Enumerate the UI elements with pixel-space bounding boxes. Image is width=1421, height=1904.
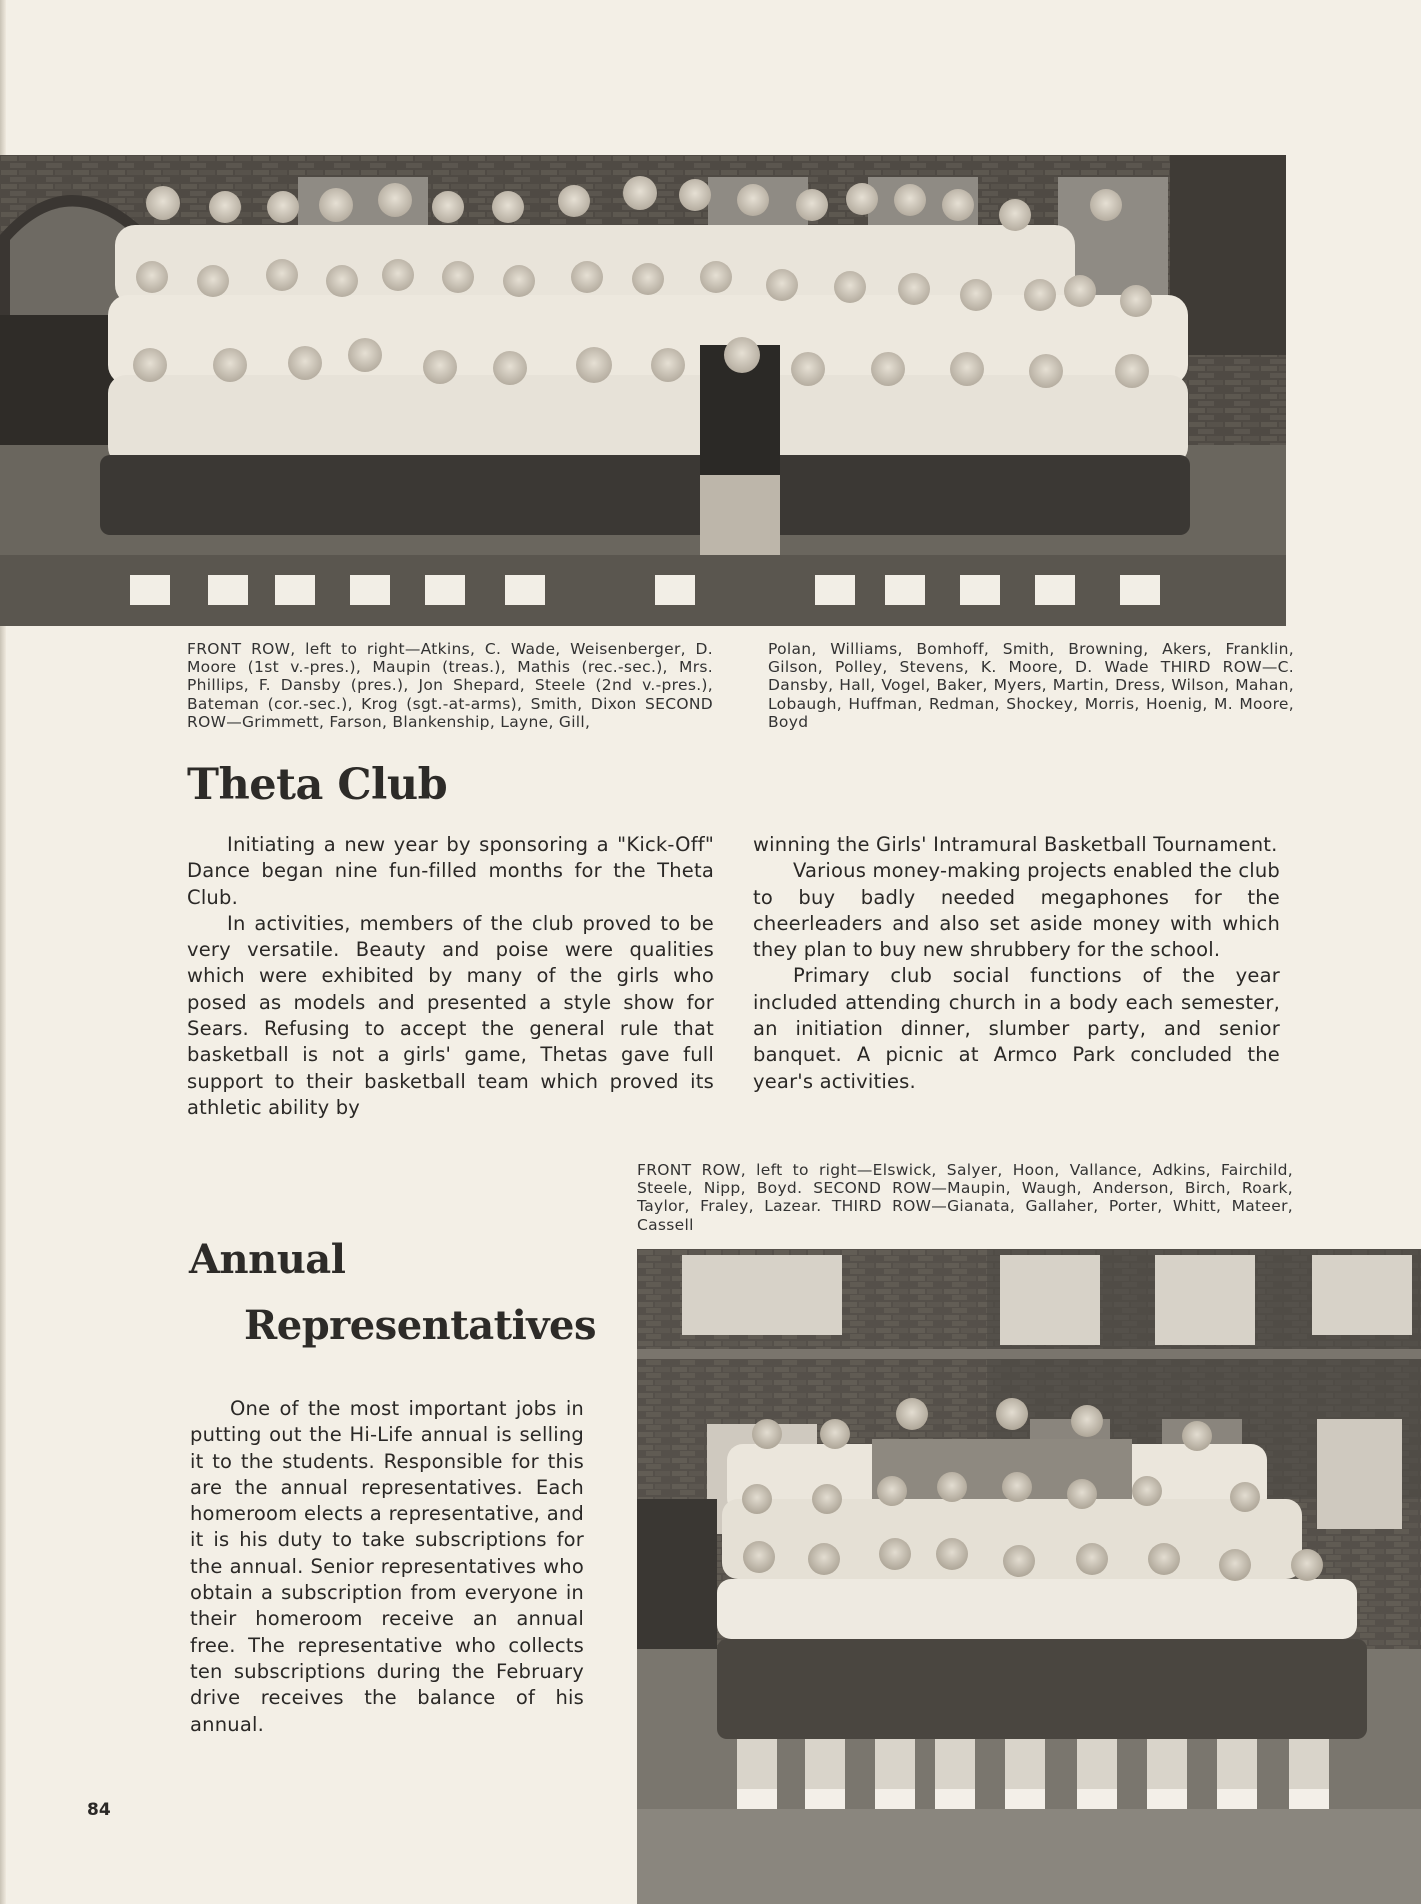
theta-club-group-photo	[0, 155, 1286, 626]
annual-body-text	[190, 1396, 584, 1738]
caption-text: FRONT ROW, left to right—Elswick, Salyer, Hoon, Vallance, Adkins, Fairchild, Steele, Nipp, Boyd. SECOND ROW—Maupin, Waugh, Anderson, Birch, Roark, Taylor, Fraley, Lazear. THIRD ROW—Gianata, Gallaher, Porter, Whitt, Mateer, Cassell	[637, 1161, 1293, 1234]
theta-body-right-column	[753, 832, 1280, 1095]
theta-photo-caption-right	[768, 640, 1294, 731]
caption-text: Polan, Williams, Bomhoff, Smith, Browning, Akers, Franklin, Gilson, Polley, Stevens, K. Moore, D. Wade THIRD ROW—C. Dansby, Hall, Vogel, Baker, Myers, Martin, Dress, Wilson, Mahan, Lobaugh, Huffman, Redman, Shockey, Morris, Hoenig, M. Moore, Boyd	[768, 640, 1294, 731]
paragraph: Initiating a new year by sponsoring a "Kick-Off" Dance began nine fun-filled months for the Theta Club.	[187, 833, 714, 909]
paragraph: Primary club social functions of the year included attending church in a body each semester, an initiation dinner, slumber party, and senior banquet. A picnic at Armco Park concluded the year's activities.	[753, 964, 1280, 1093]
paragraph: In activities, members of the club proved to be very versatile. Beauty and poise were qualities which were exhibited by many of the girls who posed as models and presented a style show for Sears. Refusing to accept the general rule that basketball is not a girls' game, Thetas gave full support to their basketball team which proved its athletic ability by	[187, 911, 714, 1119]
paragraph: winning the Girls' Intramural Basketball Tournament.	[753, 833, 1278, 856]
annual-photo-caption	[637, 1161, 1293, 1234]
page-number: 84	[87, 1800, 111, 1820]
theta-club-title: Theta Club	[187, 760, 448, 810]
paragraph: Various money-making projects enabled the club to buy badly needed megaphones for the cheerleaders and also set aside money with which they plan to buy new shrubbery for the school.	[753, 859, 1280, 962]
theta-photo-caption-left	[187, 640, 713, 731]
theta-body-left-column	[187, 832, 714, 1121]
annual-representatives-group-photo	[637, 1249, 1421, 1904]
paragraph: One of the most important jobs in putting out the Hi-Life annual is selling it to the students. Responsible for this are the annual representatives. Each homeroom elects a representative, and it is his duty to take subscriptions for the annual. Senior representatives who obtain a subscription from everyone in their homeroom receive an annual free. The representative who collects ten subscriptions during the February drive receives the balance of his annual.	[190, 1397, 584, 1736]
caption-text: FRONT ROW, left to right—Atkins, C. Wade, Weisenberger, D. Moore (1st v.-pres.), Maupin (treas.), Mathis (rec.-sec.), Mrs. Phillips, F. Dansby (pres.), Jon Shepard, Steele (2nd v.-pres.), Bateman (cor.-sec.), Krog (sgt.-at-arms), Smith, Dixon SECOND ROW—Grimmett, Farson, Blankenship, Layne, Gill,	[187, 640, 713, 731]
annual-title-line-1: Annual	[189, 1236, 346, 1283]
annual-title-line-2: Representatives	[244, 1302, 597, 1349]
